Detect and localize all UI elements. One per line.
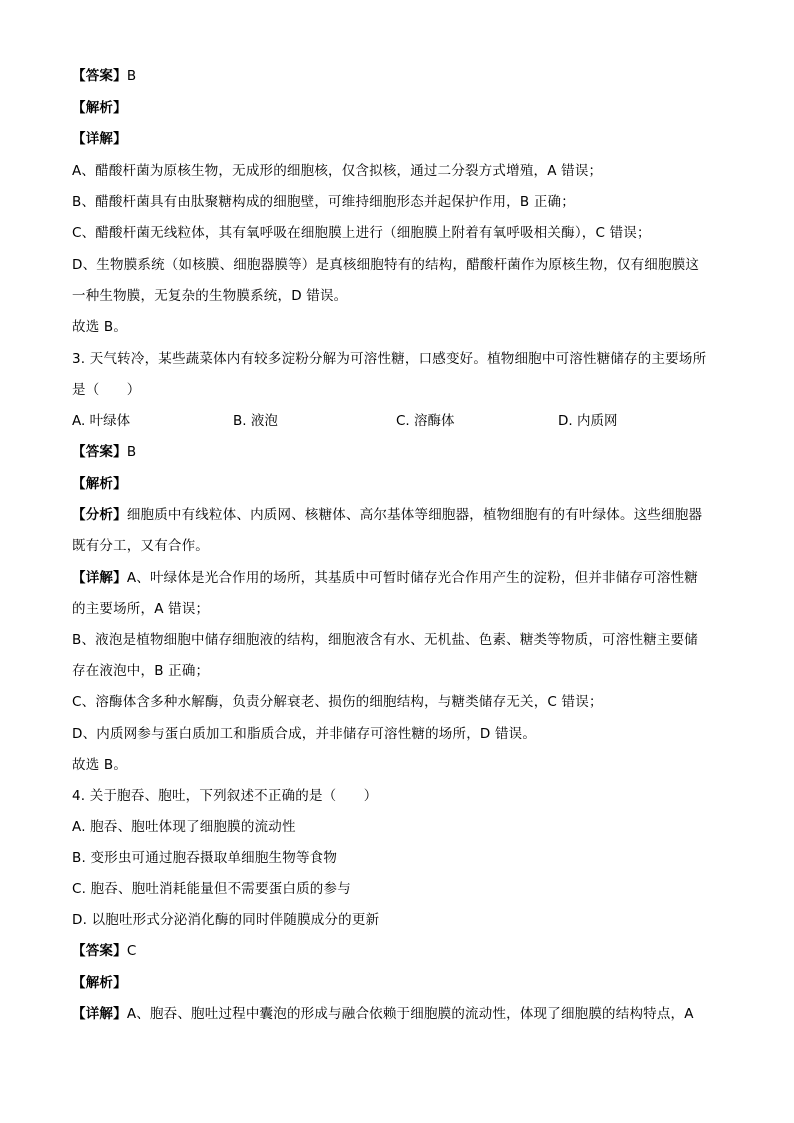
q3-conclusion: 故选 B。 [72, 757, 128, 773]
q3-fenxi-line: 既有分工，又有合作。 [72, 538, 209, 554]
answer-value: B [126, 444, 137, 460]
q3-answer-line [72, 442, 722, 462]
q4-option-d: D. 以胞吐形式分泌消化酶的同时伴随膜成分的更新 [72, 912, 380, 928]
q3-stem-line: 3. 天气转冷，某些蔬菜体内有较多淀粉分解为可溶性糖，口感变好。植物细胞中可溶性糖储存的主要场所 [72, 351, 707, 367]
q4-analysis-tag: 【解析】 [72, 975, 127, 991]
q3-detail-line: 的主要场所，A 错误； [72, 601, 210, 617]
detail-tag: 【详解】 [72, 570, 127, 586]
q2-answer-line [72, 66, 722, 86]
detail-text: A、胞吞、胞吐过程中囊泡的形成与融合依赖于细胞膜的流动性，体现了细胞膜的结构特点，A [126, 1006, 694, 1022]
answer-tag: 【答案】 [72, 444, 127, 460]
q3-detail-line: B、液泡是植物细胞中储存细胞液的结构，细胞液含有水、无机盐、色素、糖类等物质，可溶性糖主要储 [72, 632, 698, 648]
q3-option-a: A. 叶绿体 [72, 413, 131, 429]
q2-detail-line: D、生物膜系统（如核膜、细胞器膜等）是真核细胞特有的结构，醋酸杆菌作为原核生物，仅有细胞膜这 [72, 257, 700, 273]
q4-stem: 4. 关于胞吞、胞吐，下列叙述不正确的是（ ） [72, 788, 378, 804]
q3-option-b: B. 液泡 [233, 413, 278, 429]
q3-option-c: C. 溶酶体 [396, 413, 455, 429]
q2-detail-line: A、醋酸杆菌为原核生物，无成形的细胞核，仅含拟核，通过二分裂方式增殖，A 错误； [72, 163, 603, 179]
answer-value: C [126, 943, 137, 959]
q3-option-d: D. 内质网 [558, 413, 618, 429]
fenxi-text: 细胞质中有线粒体、内质网、核糖体、高尔基体等细胞器，植物细胞有的有叶绿体。这些细胞器 [126, 507, 703, 523]
q4-option-c: C. 胞吞、胞吐消耗能量但不需要蛋白质的参与 [72, 881, 351, 897]
answer-tag: 【答案】 [72, 943, 127, 959]
q3-analysis-tag: 【解析】 [72, 476, 127, 492]
q2-conclusion: 故选 B。 [72, 319, 128, 335]
answer-value: B [126, 68, 137, 84]
q2-detail-line: B、醋酸杆菌具有由肽聚糖构成的细胞壁，可维持细胞形态并起保护作用，B 正确； [72, 194, 575, 210]
q4-option-a: A. 胞吞、胞吐体现了细胞膜的流动性 [72, 819, 296, 835]
fenxi-tag: 【分析】 [72, 507, 127, 523]
answer-tag: 【答案】 [72, 68, 127, 84]
q3-detail-line: C、溶酶体含多种水解酶，负责分解衰老、损伤的细胞结构，与糖类储存无关，C 错误； [72, 694, 603, 710]
q3-fenxi-line [72, 505, 722, 525]
q3-detail-line: 存在液泡中，B 正确； [72, 663, 210, 679]
q4-answer-line [72, 941, 722, 961]
q3-stem-line: 是（ ） [72, 382, 141, 398]
q2-detail-line: 一种生物膜，无复杂的生物膜系统，D 错误。 [72, 288, 348, 304]
q3-options [72, 411, 722, 431]
q2-detail-tag: 【详解】 [72, 131, 127, 147]
detail-tag: 【详解】 [72, 1006, 127, 1022]
q2-detail-line: C、醋酸杆菌无线粒体，其有氧呼吸在细胞膜上进行（细胞膜上附着有氧呼吸相关酶），C 错误； [72, 225, 651, 241]
q4-detail-first-line [72, 1004, 722, 1024]
q2-analysis-tag: 【解析】 [72, 100, 127, 116]
q3-detail-first-line [72, 568, 722, 588]
q4-option-b: B. 变形虫可通过胞吞摄取单细胞生物等食物 [72, 850, 338, 866]
q3-detail-line: D、内质网参与蛋白质加工和脂质合成，并非储存可溶性糖的场所，D 错误。 [72, 726, 537, 742]
detail-text: A、叶绿体是光合作用的场所，其基质中可暂时储存光合作用产生的淀粉，但并非储存可溶性糖 [126, 570, 698, 586]
